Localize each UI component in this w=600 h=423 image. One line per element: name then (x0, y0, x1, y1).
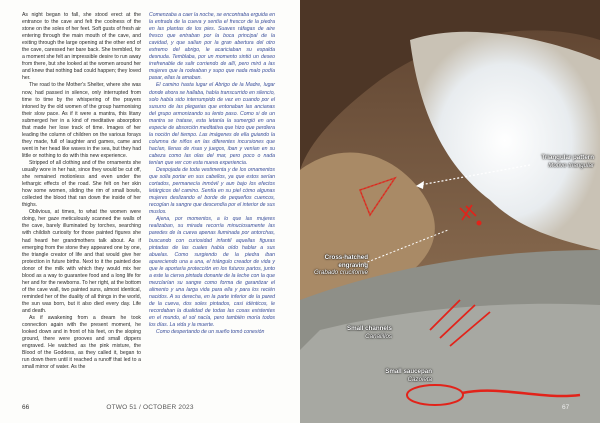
label-small-channels-es: Canalillos (365, 332, 392, 340)
label-triangular-pattern-es: Motivo triangular (548, 161, 594, 169)
spanish-paragraph: Como despertando de un sueño tomó conexión (156, 329, 265, 336)
english-paragraph: Stripped of all clothing and of the ornaments she usually wore in her hair, since they would be cut off, she remained motionless and even under the lethargic effects of the road. She felt on her skin how some women, sliding the rim of small bowls, collected the blood that ran down the inside of her thighs. (22, 159, 141, 209)
label-small-saucepan-en: Small saucepan (385, 368, 432, 375)
crosshatch-dot (477, 221, 482, 226)
label-small-saucepan-es: Cazoleta (407, 375, 432, 383)
english-paragraph: As night began to fall, she stood erect at the entrance to the cave and felt the coolness of the stone on the soles of her feet. Soft gusts of fresh air entering through the main mouth of the cave, and exiting through the large opening at the other end of the cave, caressed her bare back. She trembled, for a moment she felt an impressible desire to run away from there, but she looked at the women around her and knew that nothing bad could happen; they loved her. (22, 12, 141, 82)
label-crosshatched-engraving-en: Cross-hatched engraving (324, 254, 368, 269)
english-paragraph: As if awakening from a dream he took connection again with the present moment, he looked down and in front of his feet, on the sloping ground, there were grooves and small dippers engraved. He watched as the pink mixture, the Blood of the Goddess, as they called it, began to run down them until it reached a runoff that led to a small mirror of water. As the (22, 315, 141, 371)
label-crosshatched-engraving (308, 254, 368, 277)
right-page-number: 67 (562, 404, 570, 411)
label-crosshatched-engraving-es: Grabado crucifomie (314, 269, 368, 276)
label-triangular-pattern-en: Triangular pattern (541, 154, 594, 161)
english-paragraph: Oblivious, at times, to what the women were doing, her gaze meticulously scanned the walls of the cave, barely illuminated by torches, searching with childish curiosity for those painted figures she had heard her grandmothers talk about. As if emerging from the stone they appeared one by one, the triangle creator of life and that would give her protection in future births. Next to it the painted doe donor of the milk with which they would mix her blood as a way to guarantee food and a long life for her and for the newborns. To her right, at the bottom of the cave wall, two painted suns, almost identical, reminded her of the duality of all things in the world, the sun was born, but it also died every day. Life and death. (22, 209, 141, 314)
english-text-column (22, 12, 141, 371)
spanish-paragraph: El camino hasta lugar el Abrigo de la Madre, lugar donde ahora se hallaba, había transcurrido en silencio, solo había sido interrumpido de vez en cuando por el susurro de las plegarias que entonaban las ancianas del grupo armonizando su lento paso. Como si de un mantra se tratase, esta letanía la sumergió en una especie de absorción meditativa que hizo que perdiera la noción del tiempo. Las imágenes de ella guiando la columna de niños en las diferentes incursiones que hacían, llenas de risas y juegos, iban y venían en su cabeza como las olas del mar, pero poco o nada tenían que ver con esta nueva experiencia. (149, 82, 275, 166)
spanish-paragraph: Comenzaba a caer la noche, se encontraba erguida en la entrada de la cueva y sentía el frescor de la piedra en las plantas de los pies. Suaves ráfagas de aire fresco que entraban por la boca principal de la cavidad, y que salían por la gran abertura del otro extremo del abrigo, le acariciaban su espalda desnuda. Temblaba, por un momento sintió un deseo irrefrenable de salir corriendo de allí, pero miró a las mujeres que la rodeaban y supo que nada malo podía pasar, ellas la amaban. (149, 12, 275, 82)
issue-footer: OTWO 51 / OCTOBER 2023 (106, 404, 194, 411)
spanish-text-column (149, 12, 275, 336)
left-page-number: 66 (22, 404, 30, 411)
cave-illustration (300, 0, 600, 423)
label-small-channels (330, 325, 392, 340)
label-small-saucepan (362, 368, 432, 383)
english-paragraph: The road to the Mother's Shelter, where she was now, had passed in silence, only interrupted from time to time by the whispering of the prayers intoned by the old women of the group harmonising their slow pace. As if it were a mantra, this litany submerged her in a kind of meditative absorption that made her lose track of time. Images of her leading the column of children on the various forays they made, full of laughter and games, came and went in her head like waves in the sea, but they had little or nothing to do with this new experience. (22, 82, 141, 159)
spanish-paragraph: Despojada de toda vestimenta y de los ornamentos que solía portar en sus cabellos, ya que estos serían cortados, permanecía inmóvil y aun bajo los efectos letárgicos del camino. Sentía en su piel cómo algunas mujeres deslizando el borde de pequeños cuencos, recogían la sangre que descendía por el interior de sus muslos. (149, 167, 275, 216)
cave-photograph (300, 0, 600, 423)
label-small-channels-en: Small channels (346, 325, 392, 332)
label-triangular-pattern (504, 154, 594, 169)
spanish-paragraph: Ajena, por momentos, a lo que las mujeres realizaban, su mirada recorría minuciosamente las paredes de la cueva apenas iluminada por antorchas, buscando con curiosidad infantil aquellas figuras pintadas de las cuales había oído hablar a sus abuelas. Como surgiendo de la piedra iban apareciendo una a una, el triángulo creador de vida y que le aportaría protección en los futuros partos, junto a este la cierva pintada donante de la leche con la que mezclarían su sangre como forma de garantizar el alimento y una larga vida para ella y para los recién nacidos. A su derecha, en la parte inferior de la pared de la cueva, dos soles pintados, casi idénticos, le recordaban la dualidad de todas las cosas existentes en el mundo, el sol nacía, pero también moría todos los días. La vida y la muerte. (149, 216, 275, 329)
